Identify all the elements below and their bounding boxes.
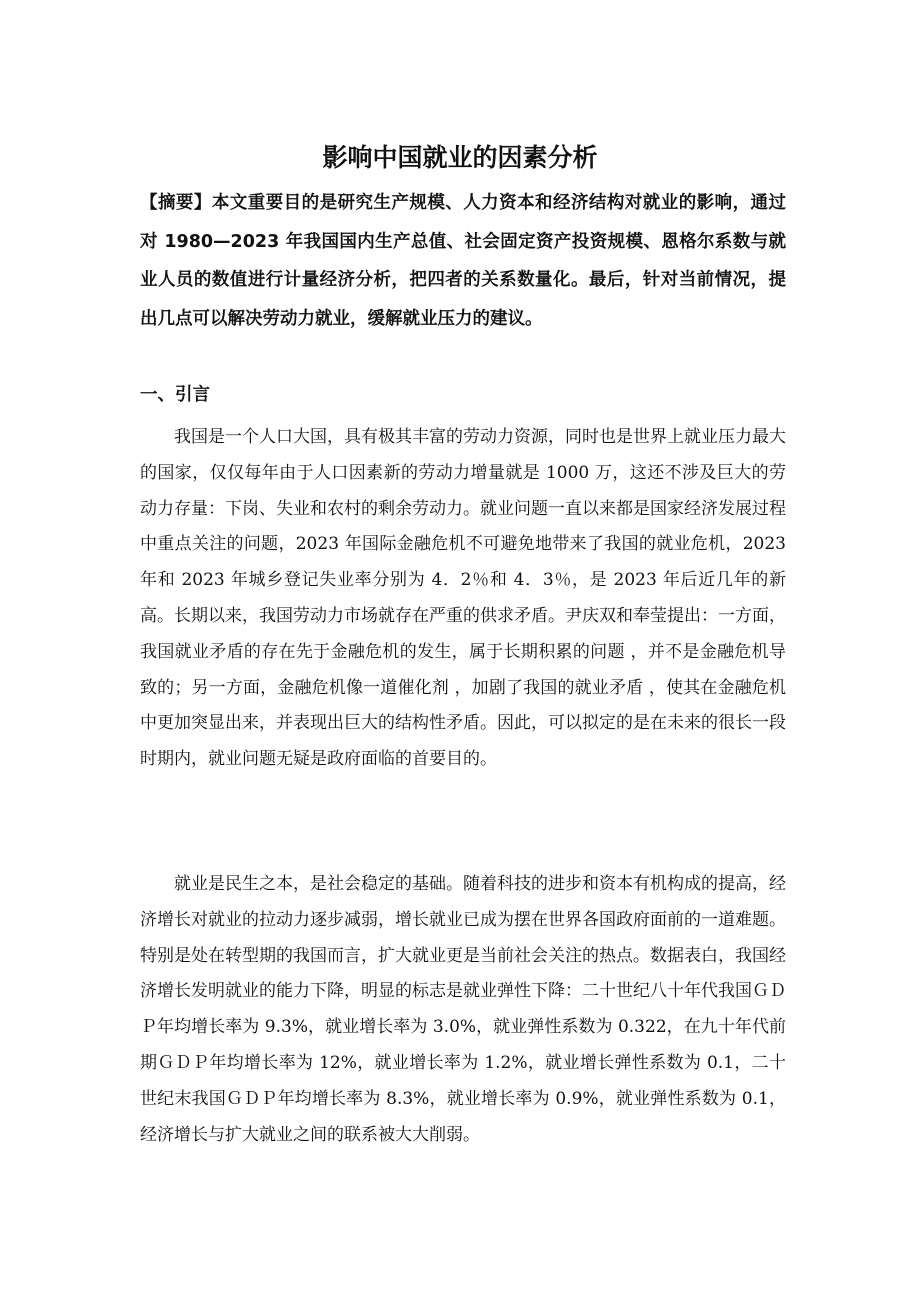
document-title: 影响中国就业的因素分析 [322,143,598,172]
abstract-paragraph: 【摘要】本文重要目的是研究生产规模、人力资本和经济结构对就业的影响，通过对 1980—2023 年我国国内生产总值、社会固定资产投资规模、恩格尔系数与就业人员的数值进行计量经济分析，把四者的关系数量化。最后，针对当前情况，提出几点可以解决劳动力就业，缓解就业压力的建议。 [140,193,786,329]
section-heading-introduction: 一、引言 [140,385,210,405]
body-paragraph: 就业是民生之本，是社会稳定的基础。随着科技的进步和资本有机构成的提高，经济增长对就业的拉动力逐步减弱，增长就业已成为摆在世界各国政府面前的一道难题。特别是处在转型期的我国而言，扩大就业更是当前社会关注的热点。数据表白，我国经济增长发明就业的能力下降，明显的标志是就业弹性下降：二十世纪八十年代我国ＧＤＰ年均增长率为 9.3%，就业增长率为 3.0%，就业弹性系数为 0.322，在九十年代前期ＧＤＰ年均增长率为 12%，就业增长率为 1.2%，就业增长弹性系数为 0.1，二十世纪末我国ＧＤＰ年均增长率为 8.3%，就业增长率为 0.9%，就业弹性系数为 0.1，经济增长与扩大就业之间的联系被大大削弱。 [140,874,786,1145]
body-paragraph: 我国是一个人口大国，具有极其丰富的劳动力资源，同时也是世界上就业压力最大的国家，仅仅每年由于人口因素新的劳动力增量就是 1000 万，这还不涉及巨大的劳动力存量：下岗、失业和农村的剩余劳动力。就业问题一直以来都是国家经济发展过程中重点关注的问题，2023 年国际金融危机不可避免地带来了我国的就业危机，2023 年和 2023 年城乡登记失业率分别为 4．2％和 4．3％，是 2023 年后近几年的新高。长期以来，我国劳动力市场就存在严重的供求矛盾。尹庆双和奉莹提出：一方面，我国就业矛盾的存在先于金融危机的发生，属于长期积累的问题 ，并不是金融危机导致的；另一方面，金融危机像一道催化剂 ，加剧了我国的就业矛盾 ，使其在金融危机中更加突显出来，并表现出巨大的结构性矛盾。因此，可以拟定的是在未来的很长一段时期内，就业问题无疑是政府面临的首要目的。 [140,427,786,770]
